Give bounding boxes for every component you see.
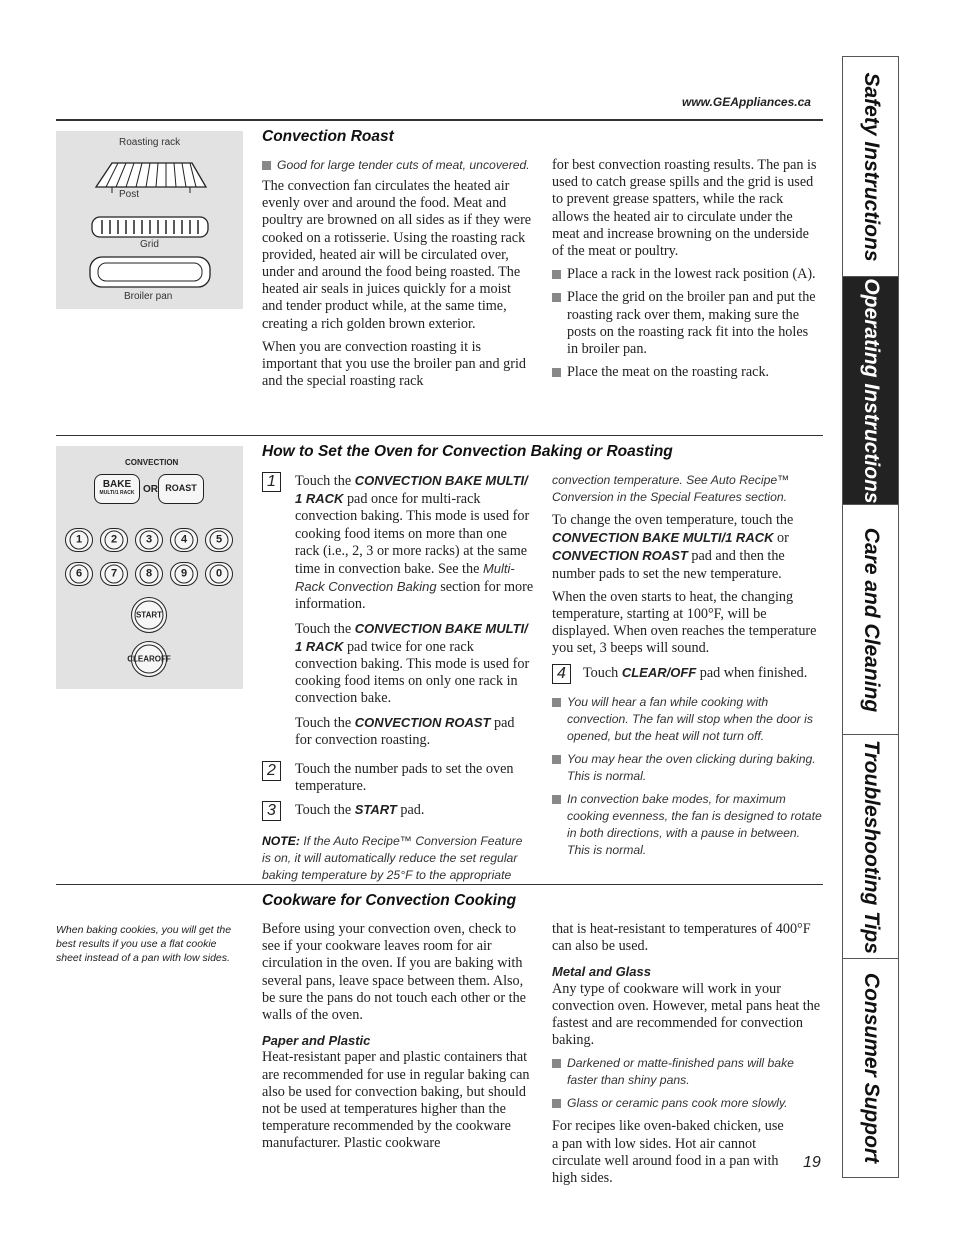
cookie-sheet-note: When baking cookies, you will get the best results if you use a flat cookie sheet instead of a pan with low sides.	[56, 924, 232, 964]
digit-label: 0	[210, 565, 229, 584]
bullet-icon	[552, 755, 561, 764]
roast-step: Place the meat on the roasting rack.	[567, 364, 770, 381]
section-reference: Multi-Rack Convection Baking	[295, 561, 515, 595]
digit-label: 9	[175, 565, 194, 584]
off-label: OFF	[154, 654, 171, 664]
bullet-icon	[552, 368, 561, 377]
step-number: 1	[262, 472, 281, 492]
key-name: CONVECTION ROAST	[354, 714, 491, 730]
cookware-heading: Cookware for Convection Cooking	[262, 892, 517, 909]
digit-label: 7	[105, 565, 124, 584]
roasting-rack-icon	[92, 157, 210, 197]
or-label: OR	[143, 484, 158, 495]
step-text: section for more information.	[295, 579, 534, 613]
bullet-icon	[262, 161, 271, 170]
digit-label: 8	[140, 565, 159, 584]
header-rule	[56, 119, 823, 121]
tab-label: Troubleshooting Tips	[859, 739, 883, 954]
tab-label: Safety Instructions	[859, 71, 883, 262]
tab-operating-instructions[interactable]	[843, 277, 898, 505]
number-pad-6[interactable]	[65, 562, 93, 586]
clear-label: CLEAR	[127, 654, 155, 664]
section-divider	[56, 884, 823, 885]
set-oven-heading: How to Set the Oven for Convection Baking or Roasting	[262, 443, 673, 460]
key-name: CLEAR/OFF	[621, 664, 697, 680]
tab-label: Care and Cleaning	[859, 527, 883, 712]
dark-pans-note: Darkened or matte-finished pans will bake faster than shiny pans.	[567, 1056, 794, 1088]
heat-text: When the oven starts to heat, the changing temperature, starting at 100°F, will be displayed. When oven reaches the temperature you set, 3 beeps will sound.	[552, 588, 817, 657]
step-text: Touch the	[295, 473, 352, 489]
tab-label: Operating Instructions	[859, 277, 883, 504]
bullet-icon	[552, 795, 561, 804]
tab-safety-instructions[interactable]	[843, 57, 898, 277]
roast-paragraph-3: for best convection roasting results. The pan is used to catch grease spills and the grid is used to prevent grease spatters, while the rack allows the heated air to circulate under the meat and increase browning on the underside of the meat or poultry.	[552, 157, 817, 260]
section-divider	[56, 435, 823, 436]
convection-bake-button[interactable]	[94, 474, 140, 504]
convection-roast-col1	[262, 157, 534, 396]
metal-glass-text: Any type of cookware will work in your convection oven. However, metal pans heat the fastest and are recommended for convection baking.	[552, 980, 821, 1049]
paper-plastic-continued: that is heat-resistant to temperatures of 400°F can also be used.	[552, 921, 811, 955]
page-number: 19	[803, 1154, 821, 1171]
number-pad-3[interactable]	[135, 528, 163, 552]
cookware-intro: Before using your convection oven, check to see if your cookware leaves room for air circulation in the oven. If you are baking with several pans, leave space between them. Also, be sure the pans do not touch each other or the walls of the oven.	[262, 921, 526, 1024]
tab-care-and-cleaning[interactable]	[843, 505, 898, 735]
bullet-icon	[552, 1099, 561, 1108]
roast-step: Place a rack in the lowest rack position (A).	[567, 266, 816, 283]
broiler-pan-label: Broiler pan	[124, 291, 173, 302]
note-continued: convection temperature. See Auto Recipe™ Conversion in the Special Features section.	[552, 473, 790, 504]
digit-label: 1	[70, 531, 89, 550]
convection-roast-heading: Convection Roast	[262, 128, 394, 145]
number-pad-7[interactable]	[100, 562, 128, 586]
step-text: Touch the	[295, 802, 352, 819]
tab-label: Consumer Support	[859, 972, 883, 1164]
number-pad-0[interactable]	[205, 562, 233, 586]
roast-step: Place the grid on the broiler pan and put the roasting rack over them, making sure the posts on the roasting rack fit into the holes in broiler pan.	[567, 289, 816, 358]
note-block	[262, 833, 534, 884]
step-text: Touch	[583, 664, 619, 681]
clicking-note: You may hear the oven clicking during baking. This is normal.	[567, 751, 816, 783]
roasting-rack-illustration	[56, 131, 243, 309]
key-name: CONVECTION BAKE MULTI/ 1 RACK	[295, 620, 528, 654]
change-text: pad and then the number pads to set the new temperature.	[552, 548, 785, 582]
step-number: 3	[262, 801, 281, 821]
digit-label: 4	[175, 531, 194, 550]
bullet-icon	[552, 270, 561, 279]
website-url[interactable]: www.GEAppliances.ca	[682, 95, 811, 109]
clear-off-button[interactable]	[127, 641, 171, 677]
step-text: Touch the	[295, 620, 352, 637]
bake-label: BAKE	[102, 479, 132, 490]
cookware-col1	[262, 921, 534, 1159]
metal-glass-heading: Metal and Glass	[552, 964, 651, 980]
grid-icon	[90, 215, 210, 239]
number-pad-4[interactable]	[170, 528, 198, 552]
key-name: START	[354, 802, 397, 818]
step-text: pad for convection roasting.	[295, 714, 515, 748]
set-oven-col2	[552, 472, 822, 865]
number-pad-2[interactable]	[100, 528, 128, 552]
cookware-col2	[552, 921, 822, 1193]
bake-sub-label: MULTI/1 RACK	[99, 490, 135, 496]
step-text: Touch the number pads to set the oven temperature.	[295, 761, 514, 795]
step-text: pad twice for one rack convection baking. This mode is used for cooking food items on only one rack in convection bake.	[295, 638, 530, 707]
step-number: 2	[262, 761, 281, 781]
bullet-icon	[552, 293, 561, 302]
key-name: CONVECTION BAKE MULTI/1 RACK	[552, 530, 774, 546]
start-label: START	[135, 601, 164, 630]
post-label: Post	[119, 189, 140, 200]
paper-plastic-heading: Paper and Plastic	[262, 1033, 371, 1049]
digit-label: 6	[70, 565, 89, 584]
bullet-icon	[552, 1059, 561, 1068]
number-pad-8[interactable]	[135, 562, 163, 586]
number-pad-1[interactable]	[65, 528, 93, 552]
fan-note: You will hear a fan while cooking with convection. The fan will stop when the door is opened, but the heat will not turn off.	[567, 694, 813, 743]
note-text: If the Auto Recipe™ Conversion Feature is on, it will automatically reduce the set regular baking temperature by 25°F to the appropriate	[262, 834, 523, 883]
step-text: pad when finished.	[699, 664, 808, 681]
digit-label: 5	[210, 531, 229, 550]
roast-label: ROAST	[165, 483, 197, 493]
tab-consumer-support[interactable]	[843, 959, 898, 1177]
paper-plastic-text: Heat-resistant paper and plastic containers that are recommended for use in regular baking can also be used for convection baking, but should not be used at temperatures higher than the temperature recommended by the cookware manufacturer. Plastic cookware	[262, 1049, 530, 1152]
clear-off-label	[127, 645, 171, 674]
step-text: Touch the	[295, 714, 352, 731]
tab-troubleshooting-tips[interactable]	[843, 735, 898, 959]
number-pad-9[interactable]	[170, 562, 198, 586]
key-name: CONVECTION ROAST	[552, 548, 688, 564]
step-number: 4	[552, 664, 571, 684]
glass-pans-note: Glass or ceramic pans cook more slowly.	[567, 1096, 788, 1111]
step-text: pad once for multi-rack convection baking. This mode is used for cooking food items on more than one rack (i.e., 2, 3 or more racks) at the same time in convection bake. See the	[295, 491, 530, 578]
convection-label: CONVECTION	[125, 458, 179, 467]
change-text: To change the oven temperature, touch the	[552, 512, 794, 528]
roast-paragraph-2: When you are convection roasting it is important that you use the broiler pan and grid and the special roasting rack	[262, 338, 526, 390]
digit-label: 3	[140, 531, 159, 550]
roasting-rack-label: Roasting rack	[119, 137, 181, 148]
number-pad-5[interactable]	[205, 528, 233, 552]
keypad-illustration	[56, 446, 243, 689]
rotate-note: In convection bake modes, for maximum cooking evenness, the fan is designed to rotate in both directions, with a pause in between. This is normal.	[567, 791, 822, 857]
key-name: CONVECTION BAKE MULTI/ 1 RACK	[295, 473, 528, 507]
bullet-icon	[552, 698, 561, 707]
grid-label: Grid	[140, 239, 159, 250]
start-button[interactable]	[131, 597, 167, 633]
convection-roast-button[interactable]	[158, 474, 204, 504]
set-oven-col1	[262, 472, 534, 884]
intro-bullet: Good for large tender cuts of meat, uncovered.	[277, 158, 530, 172]
convection-roast-col2	[552, 157, 822, 387]
change-text: or	[777, 530, 789, 547]
roast-paragraph-1: The convection fan circulates the heated air evenly over and around the food. Meat and poultry are browned on all sides as if they were cooked on a rotisserie. Using the roasting rack provided, heated air will be circulated over, under and around the food being roasted. The heated air seals in juices quickly for a moist and tender product while, at the same time, creating a rich golden brown exterior.	[262, 178, 532, 332]
note-label: NOTE:	[262, 834, 300, 849]
low-sides-text: For recipes like oven-baked chicken, use a pan with low sides. Hot air cannot circulate well around food in a pan with high sides.	[552, 1118, 784, 1187]
digit-label: 2	[105, 531, 124, 550]
step-text: pad.	[400, 802, 425, 819]
section-tabs	[842, 56, 899, 1178]
broiler-pan-icon	[88, 255, 212, 289]
